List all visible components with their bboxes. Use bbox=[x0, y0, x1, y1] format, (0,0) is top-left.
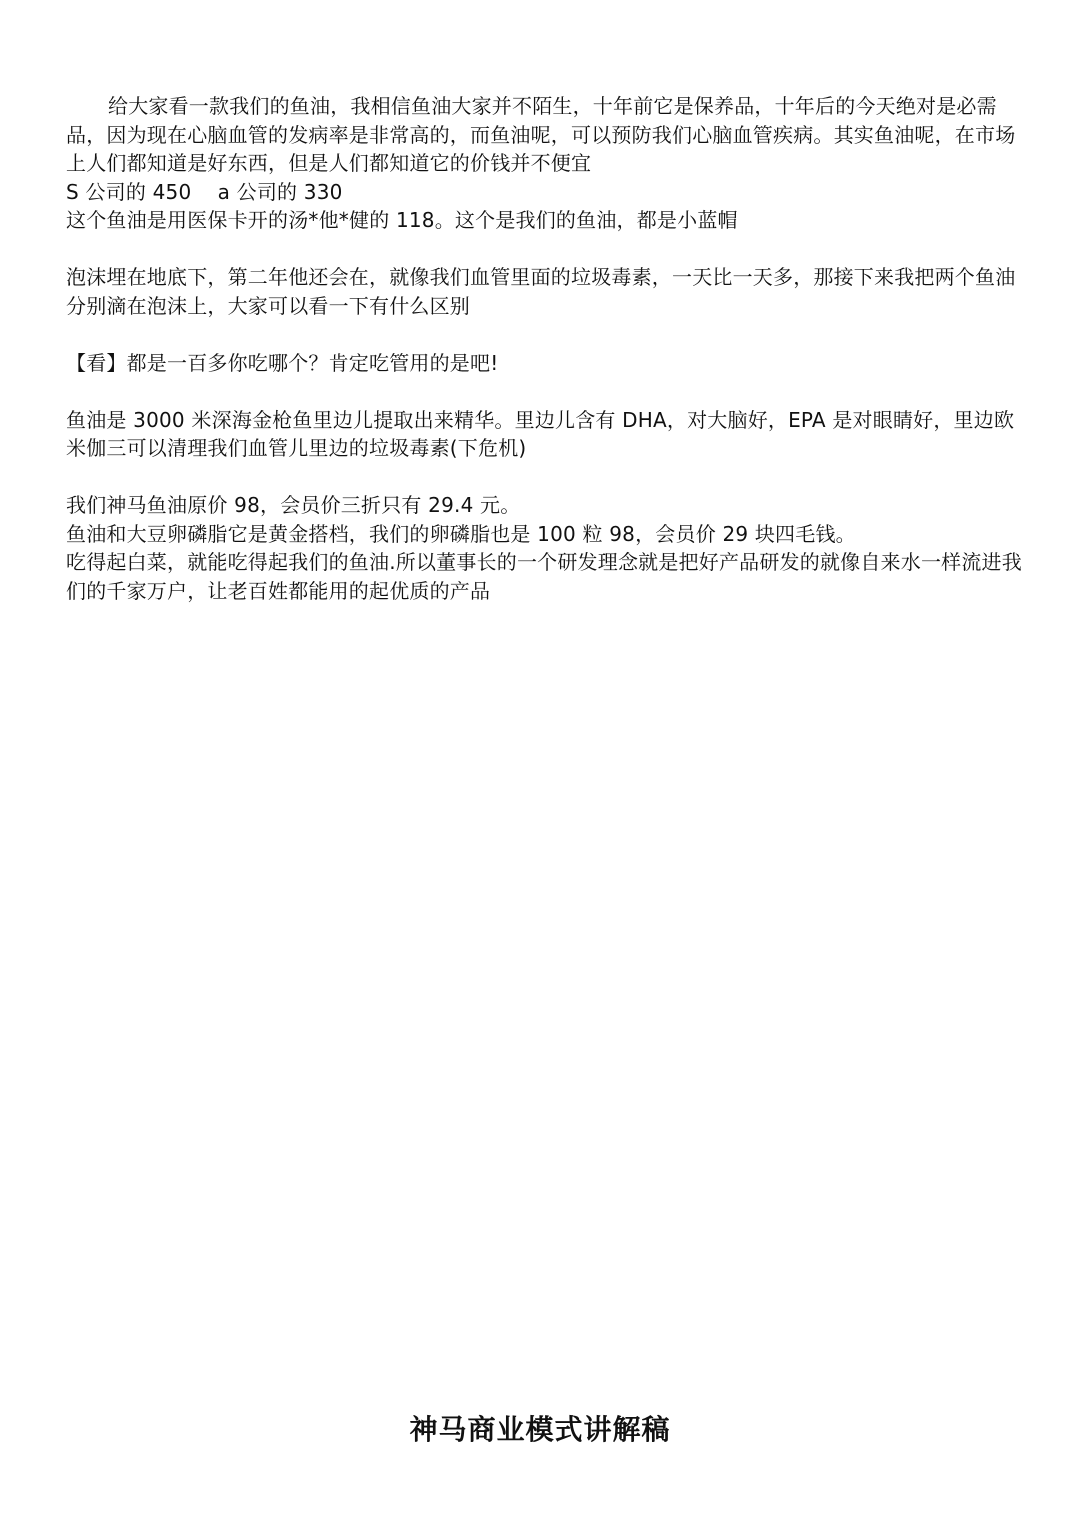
paragraph-philosophy: 吃得起白菜，就能吃得起我们的鱼油.所以董事长的一个研发理念就是把好产品研发的就像自来水一样流进我们的千家万户，让老百姓都能用的起优质的产品 bbox=[66, 550, 1022, 603]
paragraph-lecithin: 鱼油和大豆卵磷脂它是黄金搭档，我们的卵磷脂也是 100 粒 98，会员价 29 块四毛钱。 bbox=[66, 521, 856, 546]
blank-line bbox=[66, 235, 1022, 264]
blank-line bbox=[66, 320, 1022, 349]
paragraph-look: 【看】都是一百多你吃哪个？肯定吃管用的是吧! bbox=[66, 350, 499, 375]
blank-line bbox=[66, 463, 1022, 492]
paragraph-insurance-card: 这个鱼油是用医保卡开的汤*他*健的 118。这个是我们的鱼油，都是小蓝帽 bbox=[66, 208, 738, 232]
paragraph-original-price: 我们神马鱼油原价 98，会员价三折只有 29.4 元。 bbox=[66, 493, 521, 517]
paragraph-foam-demo: 泡沫埋在地底下，第二年他还会在，就像我们血管里面的垃圾毒素，一天比一天多，那接下来我把两个鱼油分别滴在泡沫上，大家可以看一下有什么区别 bbox=[66, 265, 1016, 318]
paragraph-deep-sea-tuna: 鱼油是 3000 米深海金枪鱼里边儿提取出来精华。里边儿含有 DHA，对大脑好，EPA 是对眼睛好，里边欧米伽三可以清理我们血管儿里边的垃圾毒素(下危机) bbox=[66, 407, 1015, 460]
paragraph-fish-oil-intro: 给大家看一款我们的鱼油，我相信鱼油大家并不陌生，十年前它是保养品，十年后的今天绝对是必需品，因为现在心脑血管的发病率是非常高的，而鱼油呢，可以预防我们心脑血管疾病。其实鱼油呢，在市场上人们都知道是好东西，但是人们都知道它的价钱并不便宜 bbox=[66, 94, 1016, 175]
blank-line bbox=[66, 377, 1022, 406]
footer-title: 神马商业模式讲解稿 bbox=[409, 1413, 671, 1446]
paragraph-company-prices: S 公司的 450 a 公司的 330 bbox=[66, 179, 343, 204]
document-body bbox=[66, 92, 1022, 605]
